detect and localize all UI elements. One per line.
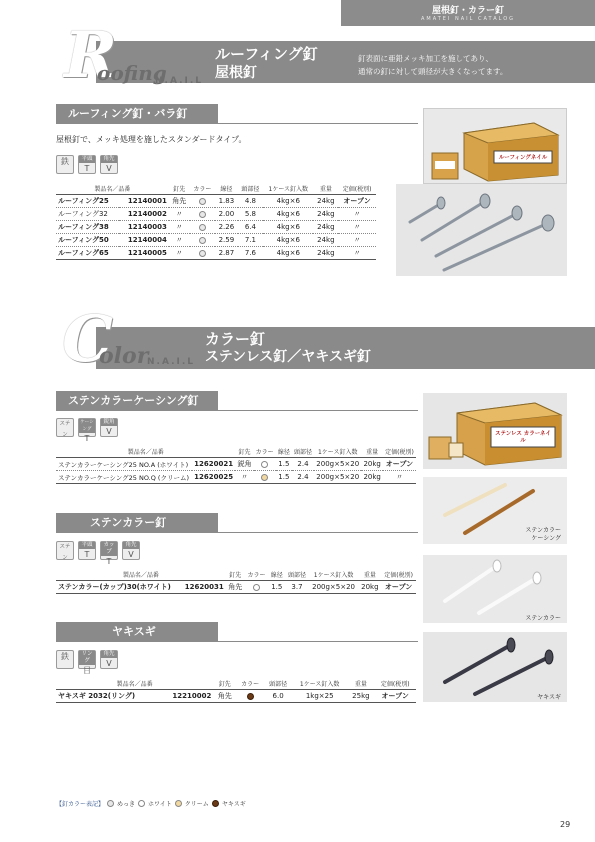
table-header-row: 製品名／品番 釘先 カラー 線径 頭部径 1ケース釘入数 重量 定価(税別)	[56, 569, 416, 581]
ring-shank-icon: リング 目	[78, 650, 96, 669]
col-head: 頭部径	[238, 183, 263, 195]
stain-color-nails-photo	[423, 555, 567, 623]
plating-swatch	[199, 250, 206, 257]
plating-swatch	[199, 198, 206, 205]
square-tip-icon: 角先 V	[100, 155, 118, 174]
table-row: ステンカラー(カップ)30(ホワイト) 12620031 角先 1.5 3.7 200g×5×20 20kg オープン	[56, 581, 416, 594]
legend-item: クリーム	[184, 801, 209, 808]
plating-swatch	[199, 211, 206, 218]
roofing-description: 屋根釘で、メッキ処理を施したスタンダードタイプ。	[56, 135, 247, 144]
table-row: ルーフィング38 12140003 〃 2.26 6.4 4kg×6 24kg 〃	[56, 221, 376, 234]
square-tip-icon: 角先 V	[100, 650, 118, 669]
caption-casing-1: ステンカラー	[525, 527, 561, 534]
section-rule-casing	[218, 410, 418, 411]
section-rule-yakisugi	[218, 641, 418, 642]
stain-color-spec-table	[56, 569, 416, 594]
table-row: ヤキスギ 2032(リング) 12210002 角先 6.0 1kg×25 25kg オープン	[56, 690, 416, 703]
plating-swatch	[199, 224, 206, 231]
white-swatch	[138, 800, 145, 807]
section-title-roofing: ルーフィング釘・バラ釘	[56, 104, 218, 124]
page-number: 29	[560, 820, 571, 829]
roofing-box-label: ルーフィングネイル	[498, 155, 548, 161]
col-color: カラー	[190, 183, 215, 195]
roofing-desc-2: 通常の釘に対して頭径が大きくなってます。	[358, 67, 508, 76]
material-iron-icon: 鉄	[56, 650, 74, 669]
roofing-big-letter: R	[64, 18, 118, 93]
section-title-yakisugi: ヤキスギ	[56, 622, 218, 642]
section-title-casing: ステンカラーケーシング釘	[56, 391, 218, 411]
flat-head-icon: 平頭 T	[78, 155, 96, 174]
color-nail-word: N.A.I.L	[147, 357, 196, 367]
color-title-2: ステンレス釘／ヤキスギ釘	[205, 349, 371, 365]
roofing-title-2: 屋根釘	[215, 65, 257, 81]
caption-casing-2: ケーシング	[531, 535, 561, 542]
yakisugi-spec-table	[56, 678, 416, 703]
legend-item: ヤキスギ	[221, 801, 246, 808]
casing-icons	[56, 418, 118, 443]
legend-item: ホワイト	[147, 801, 172, 808]
sharp-tip-icon: 鋭角 V	[100, 418, 118, 437]
col-weight: 重量	[313, 183, 338, 195]
plating-swatch	[107, 800, 114, 807]
material-stainless-icon: ステン	[56, 418, 74, 437]
roofing-word: oofing	[97, 61, 167, 85]
col-product: 製品名／品番	[56, 183, 169, 195]
cream-swatch	[261, 474, 268, 481]
flat-head-icon: 平頭 T	[78, 541, 96, 560]
cup-head-icon: カップ T	[100, 541, 118, 560]
cream-swatch	[175, 800, 182, 807]
col-price: 定価(税別)	[338, 183, 376, 195]
plating-swatch	[199, 237, 206, 244]
material-iron-icon: 鉄	[56, 155, 74, 174]
section-rule-roofing	[218, 123, 418, 124]
header-tab	[341, 0, 595, 26]
table-row: ルーフィング65 12140005 〃 2.87 7.6 4kg×6 24kg 〃	[56, 247, 376, 260]
col-tip: 釘先	[169, 183, 190, 195]
product-box-image	[424, 109, 568, 185]
white-swatch	[261, 461, 268, 468]
roofing-nails-image	[396, 184, 567, 276]
roofing-spec-table	[56, 183, 376, 260]
white-swatch	[253, 584, 260, 591]
caption-yakisugi: ヤキスギ	[537, 694, 561, 701]
roofing-desc-1: 釘表面に亜鉛メッキ加工を施してあり、	[358, 54, 493, 63]
col-qty: 1ケース釘入数	[263, 183, 313, 195]
table-row: ルーフィング50 12140004 〃 2.59 7.1 4kg×6 24kg 〃	[56, 234, 376, 247]
table-header-row: 製品名／品番 釘先 カラー 線径 頭部径 1ケース釘入数 重量 定価(税別)	[56, 446, 416, 458]
nail-color-legend	[56, 799, 246, 808]
table-row: ステンカラーケーシング25 NO.Q (クリーム) 12620025 〃 1.5 2.4 200g×5×20 20kg 〃	[56, 471, 416, 484]
section-rule-stain-color	[218, 532, 418, 533]
header-tab-subtitle: AMATEI NAIL CATALOG	[420, 16, 516, 22]
roofing-nails-photo	[396, 184, 567, 276]
section-title-stain-color: ステンカラー釘	[56, 513, 218, 533]
table-row: ルーフィング32 12140002 〃 2.00 5.8 4kg×6 24kg 〃	[56, 208, 376, 221]
color-box-photo	[423, 393, 567, 469]
roofing-box-photo	[423, 108, 567, 184]
header-tab-title: 屋根釘・カラー釘	[431, 6, 504, 16]
casing-head-icon: ケーシング T	[78, 418, 96, 437]
casing-nails-photo	[423, 477, 567, 544]
yakisugi-swatch	[212, 800, 219, 807]
table-header-row: 製品名／品番 釘先 カラー 頭部径 1ケース釘入数 重量 定価(税別)	[56, 678, 416, 690]
caption-stain-color: ステンカラー	[525, 615, 561, 622]
table-row: ステンカラーケーシング25 NO.A (ホワイト) 12620021 鋭角 1.5 2.4 200g×5×20 20kg オープン	[56, 458, 416, 471]
yakisugi-swatch	[247, 693, 254, 700]
color-word: olor	[99, 343, 149, 369]
square-tip-icon: 角先 V	[122, 541, 140, 560]
color-big-letter: C	[62, 302, 113, 377]
roofing-nail-word: N.A.I.L	[155, 76, 204, 86]
legend-label: 【釘カラー表記】	[56, 801, 105, 808]
yakisugi-icons	[56, 650, 118, 675]
material-stainless-icon: ステン	[56, 541, 74, 560]
col-diameter: 線径	[215, 183, 238, 195]
legend-item: めっき	[117, 801, 135, 808]
casing-spec-table	[56, 446, 416, 484]
yakisugi-nails-photo	[423, 632, 567, 702]
roofing-icons	[56, 155, 118, 174]
color-title-1: カラー釘	[205, 330, 266, 348]
table-row: ルーフィング25 12140001 角先 1.83 4.8 4kg×6 24kg オープン	[56, 195, 376, 208]
roofing-title-1: ルーフィング釘	[215, 45, 318, 63]
stain-color-icons	[56, 541, 140, 566]
table-header-row	[56, 183, 376, 195]
color-box-label: ステンレス カラーネイル	[495, 431, 551, 444]
